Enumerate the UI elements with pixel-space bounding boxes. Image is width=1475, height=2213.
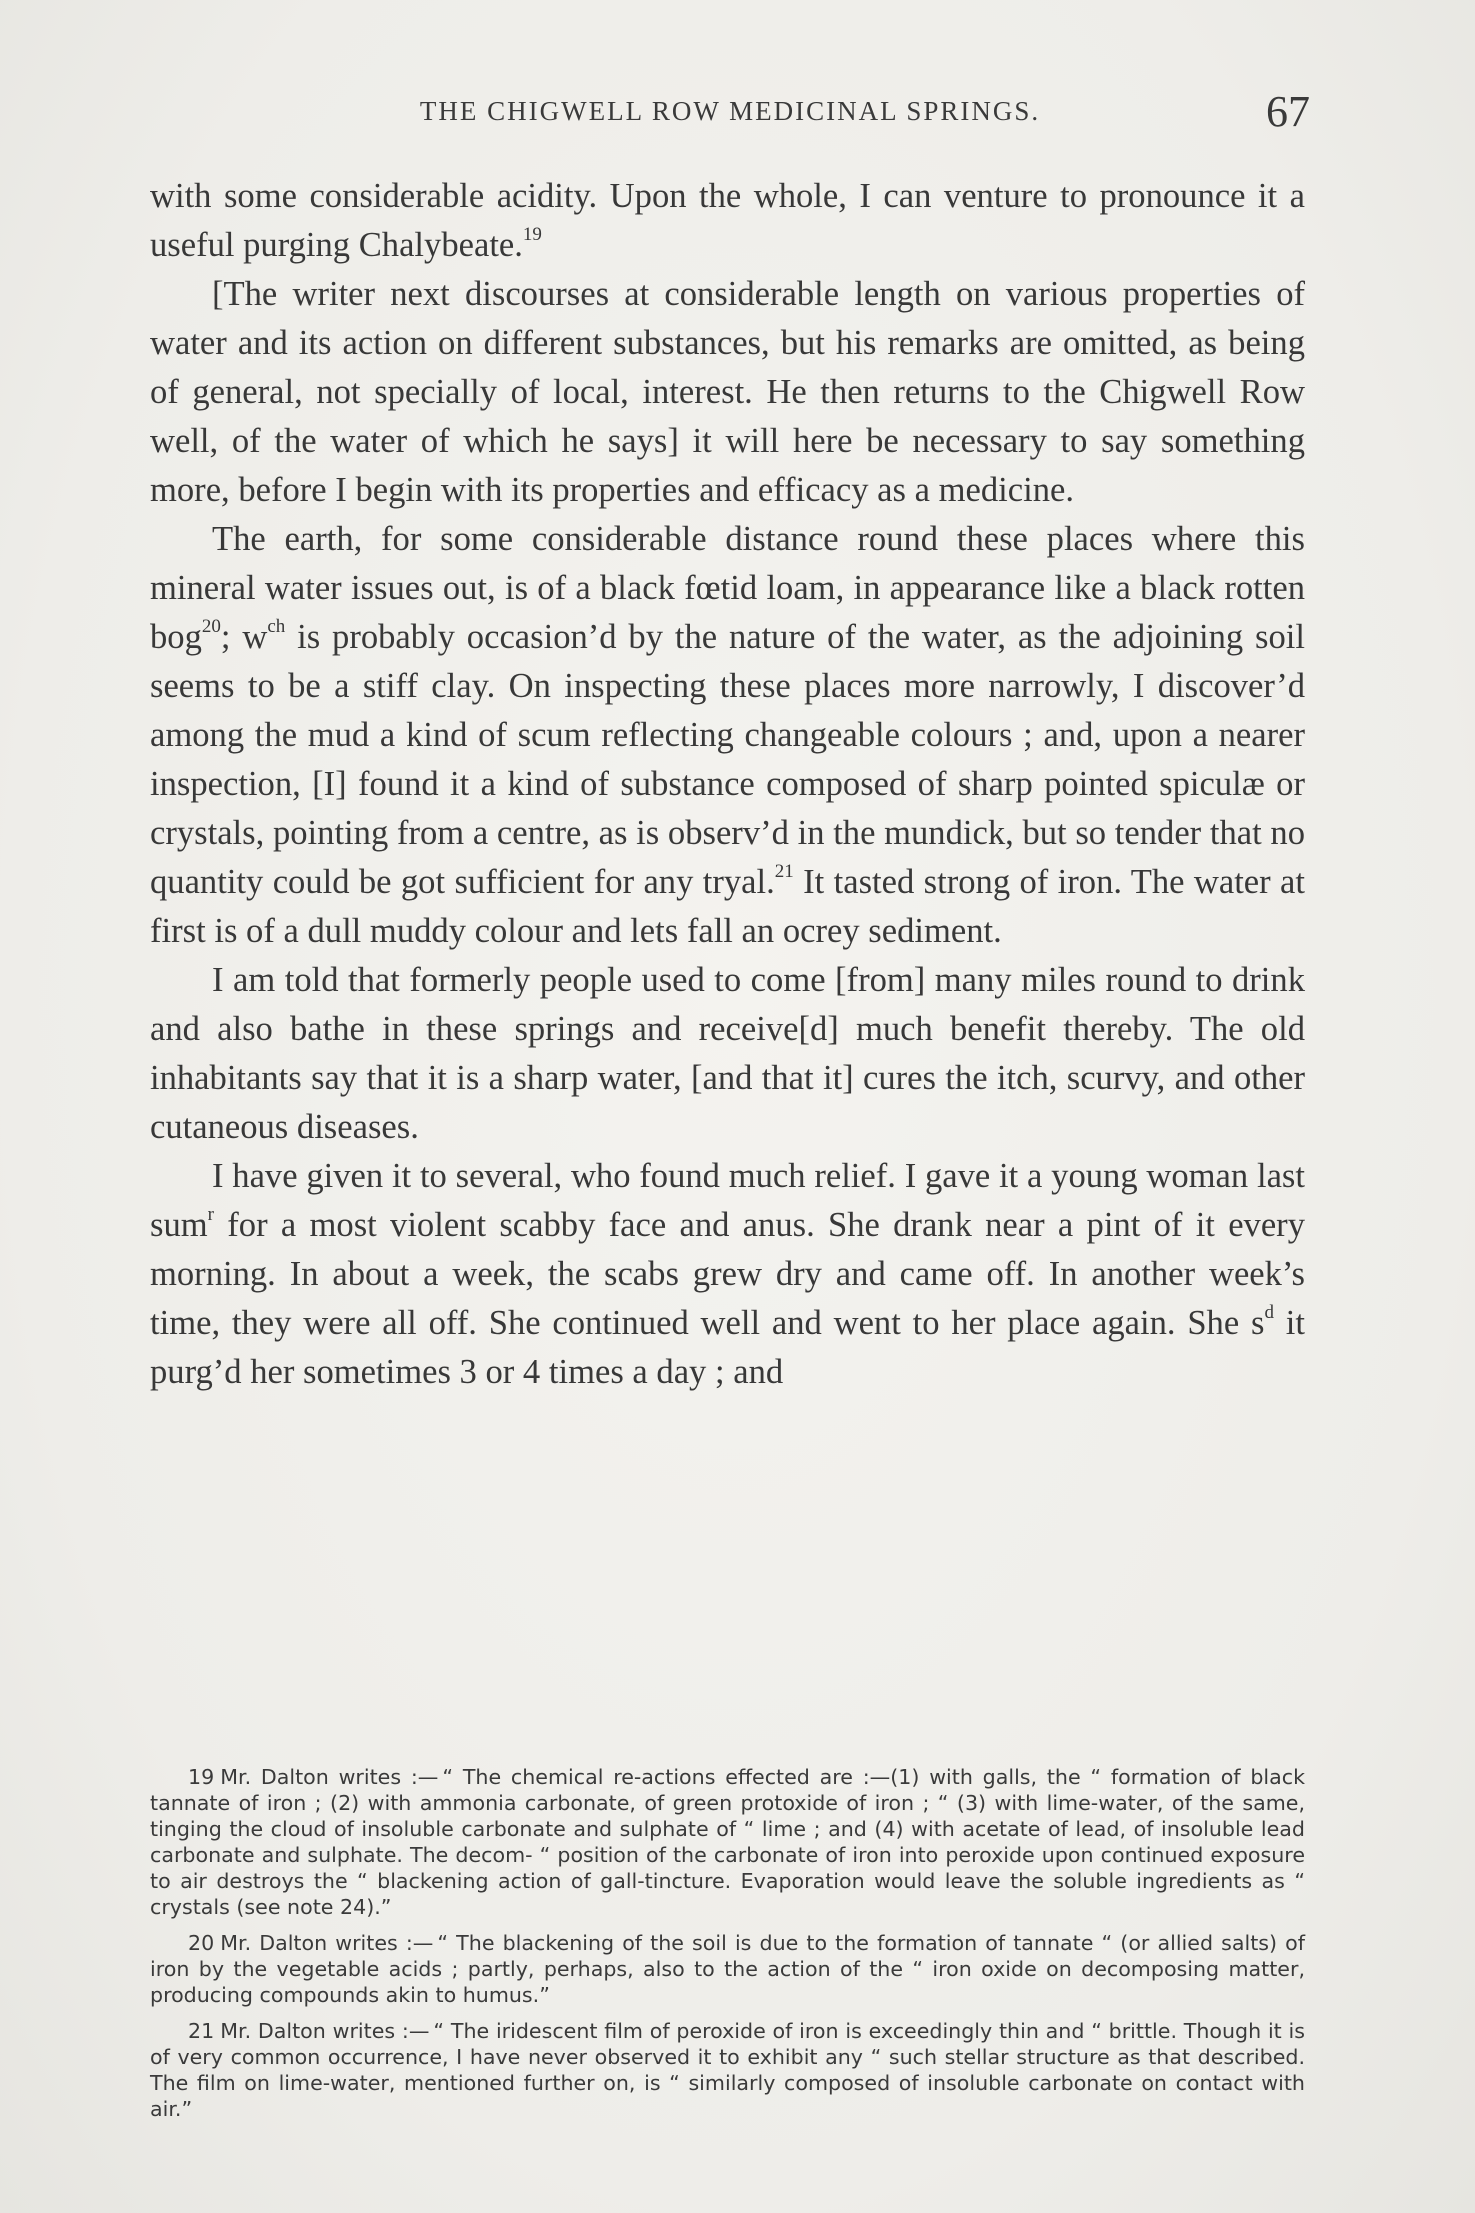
footnote-ref-19[interactable]: 19 bbox=[522, 223, 542, 245]
abbreviation-superscript: r bbox=[207, 1203, 214, 1225]
footnote-author: Mr. Dalton writes :— bbox=[220, 1931, 434, 1955]
footnote-ref-20[interactable]: 20 bbox=[201, 615, 221, 637]
footnote-author: Mr. Dalton writes :— bbox=[220, 2019, 430, 2043]
paragraph-3-text-c: is probably occasion’d by the nature of the water, as the adjoining soil seems to be a stiff clay. On inspecting these places more narrowly, I discover’d among the mud a kind of scum reflecting changeable colours ; and, upon a nearer inspection, [I] found it a kind of substance composed of sharp pointed spiculæ or crystals, pointing from a centre, as is observ’d in the mundick, but so tender that no quantity could be got sufficient for any tryal. bbox=[150, 618, 1305, 901]
paragraph-3-text-a: The earth, for some considerable distance round these places where this mineral water issues out, is of a black fœtid loam, in appearance like a black rotten bog bbox=[150, 520, 1305, 656]
paragraph-4-text: I am told that formerly people used to come [from] many miles round to drink and also bathe in these springs and receive[d] much benefit thereby. The old inhabitants say that it is a sharp water, [and that it] cures the itch, scurvy, and other cutaneous diseases. bbox=[150, 961, 1305, 1146]
footnote-number: 21 bbox=[188, 2019, 215, 2043]
paragraph-3 bbox=[150, 515, 1305, 956]
running-title: THE CHIGWELL ROW MEDICINAL SPRINGS. bbox=[419, 96, 1041, 126]
footnote-text: “ The chemical re-actions effected are :—(1) with galls, the “ formation of black tannate of iron ; (2) with ammonia carbonate, of green protoxide of iron ; “ (3) with lime-water, of the same, tinging the cloud of insoluble carbonate and sulphate of “ lime ; and (4) with acetate of lead, of insoluble lead carbonate and sulphate. The decom- “ position of the carbonate of iron into peroxide upon continued exposure to air destroys the “ blackening action of gall-tincture. Evaporation would leave the soluble ingredients as “ crystals (see note 24).” bbox=[150, 1765, 1305, 1919]
footnote-20 bbox=[150, 1930, 1305, 2008]
abbreviation-superscript: d bbox=[1264, 1301, 1274, 1323]
paragraph-5 bbox=[150, 1152, 1305, 1397]
footnote-21 bbox=[150, 2018, 1305, 2122]
body-text bbox=[150, 172, 1305, 1397]
paragraph-1-text: with some considerable acidity. Upon the whole, I can venture to pronounce it a useful purging Chalybeate. bbox=[150, 177, 1305, 264]
paragraph-3-text-d: It tasted strong of iron. The water at first is of a dull muddy colour and lets fall an ocrey sediment. bbox=[150, 863, 1305, 950]
footnote-author: Mr. Dalton writes :— bbox=[220, 1765, 439, 1789]
paragraph-4 bbox=[150, 956, 1305, 1152]
footnote-19 bbox=[150, 1764, 1305, 1920]
footnote-text: “ The iridescent film of peroxide of iron is exceedingly thin and “ brittle. Though it is of very common occurrence, I have never observed it to exhibit any “ such stellar structure as that described. The film on lime-water, mentioned further on, is “ similarly composed of insoluble carbonate on contact with air.” bbox=[150, 2019, 1305, 2121]
paragraph-1 bbox=[150, 172, 1305, 270]
paragraph-5-text-c: it purg’d her sometimes 3 or 4 times a day ; and bbox=[150, 1304, 1305, 1391]
paragraph-3-text-b: ; w bbox=[220, 618, 268, 656]
paragraph-5-text-a: I have given it to several, who found much relief. I gave it a young woman last sum bbox=[150, 1157, 1305, 1244]
paragraph-2 bbox=[150, 270, 1305, 515]
footnote-ref-21[interactable]: 21 bbox=[774, 860, 794, 882]
footnote-text: “ The blackening of the soil is due to the formation of tannate “ (or allied salts) of iron by the vegetable acids ; partly, perhaps, also to the action of the “ iron oxide on decomposing matter, producing compounds akin to humus.” bbox=[150, 1931, 1305, 2007]
footnote-number: 19 bbox=[188, 1765, 215, 1789]
paragraph-2-text: [The writer next discourses at considerable length on various properties of water and its action on different substances, but his remarks are omitted, as being of general, not specially of local, interest. He then returns to the Chigwell Row well, of the water of which he says] it will here be necessary to say something more, before I begin with its properties and efficacy as a medicine. bbox=[150, 275, 1305, 509]
abbreviation-superscript: ch bbox=[267, 615, 286, 637]
footnote-number: 20 bbox=[188, 1931, 215, 1955]
footnotes bbox=[150, 1764, 1305, 2132]
running-head bbox=[150, 87, 1310, 152]
page-number: 67 bbox=[1266, 87, 1310, 136]
paragraph-5-text-b: for a most violent scabby face and anus. She drank near a pint of it every morning. In about a week, the scabs grew dry and came off. In another week’s time, they were all off. She continued well and went to her place again. She s bbox=[150, 1206, 1305, 1342]
